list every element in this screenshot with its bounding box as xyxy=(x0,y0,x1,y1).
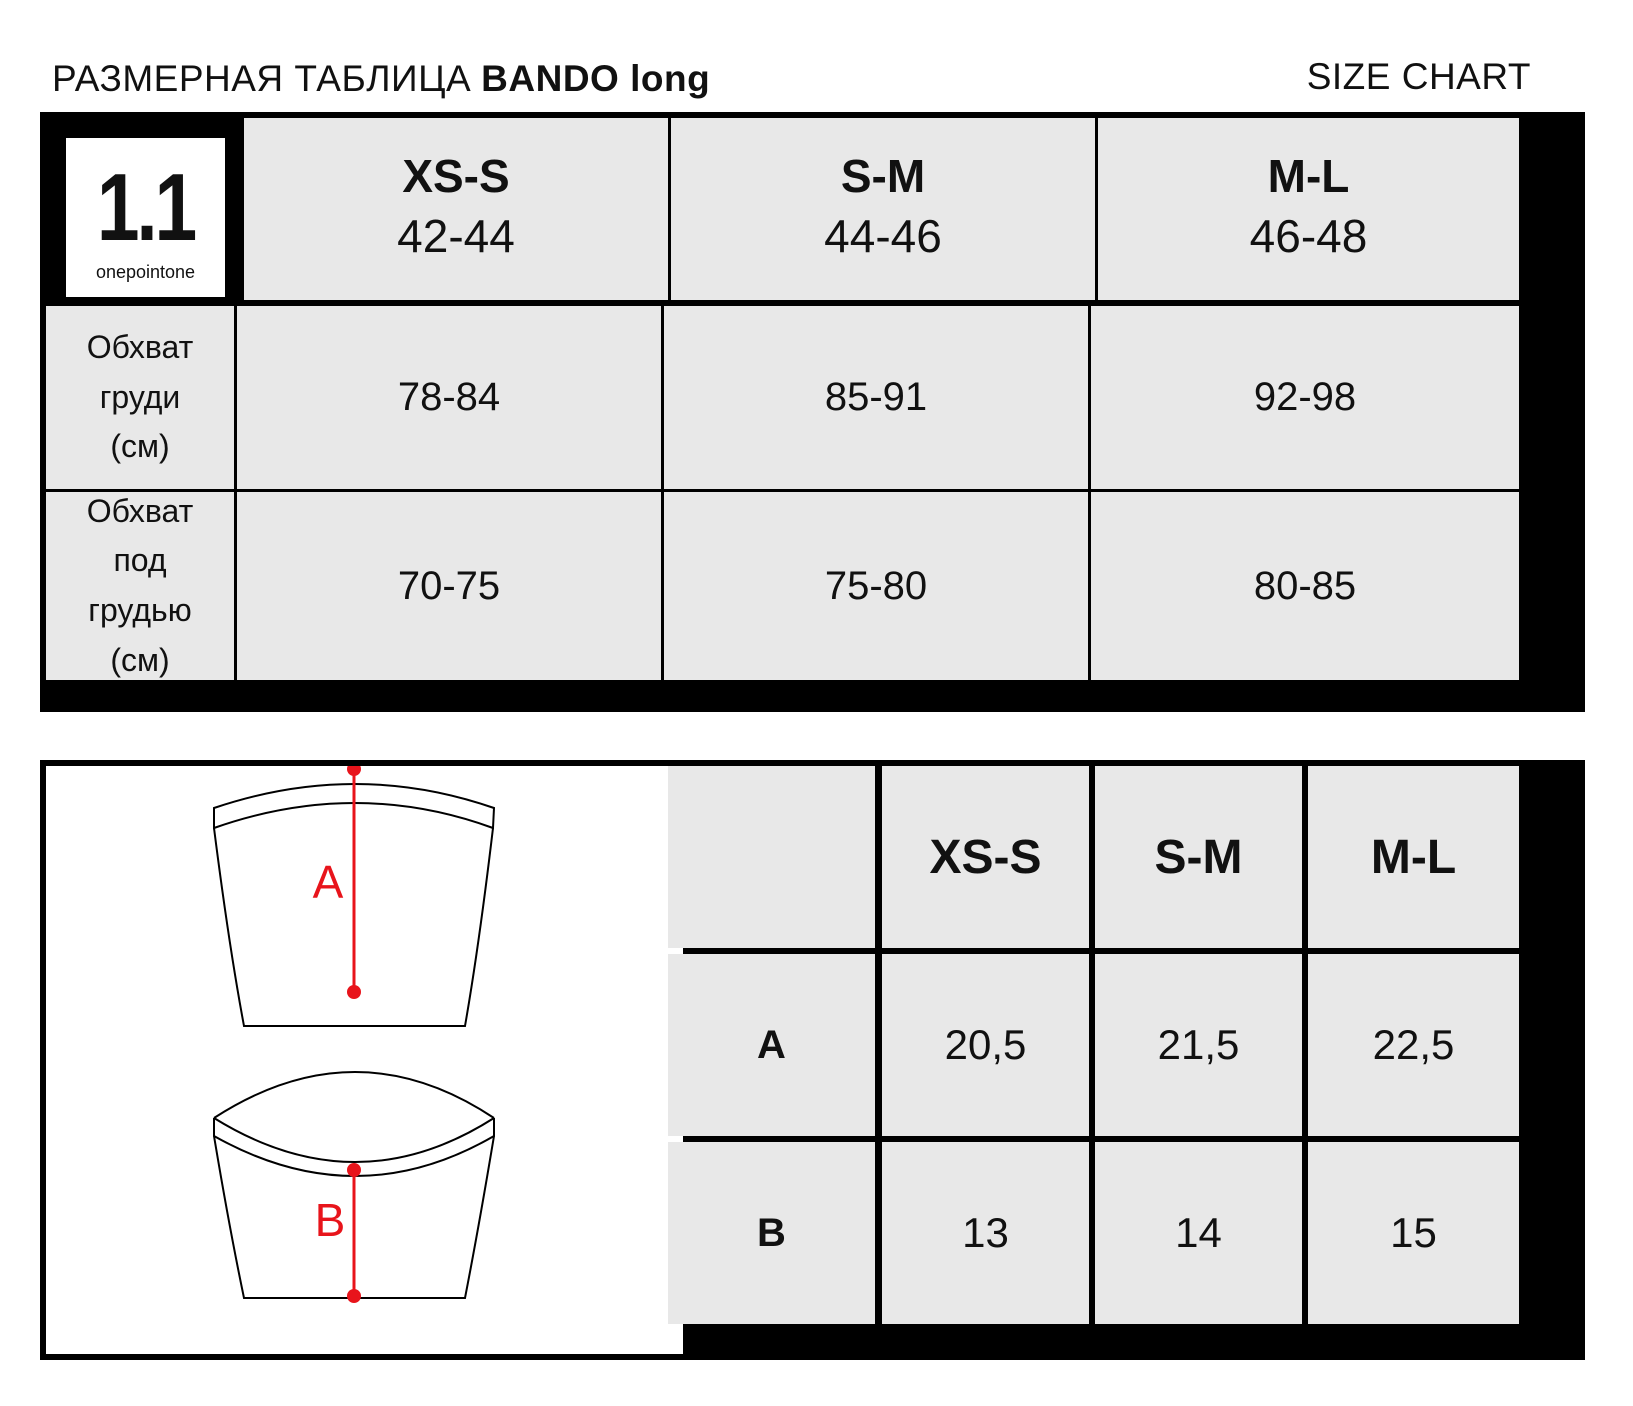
bando-illustration xyxy=(46,766,683,1354)
cell-value: 15 xyxy=(1390,1209,1437,1256)
cell-value: 85-91 xyxy=(824,375,928,419)
table-cell xyxy=(1095,954,1302,1136)
size-name: XS-S xyxy=(929,830,1042,884)
row-label-a xyxy=(668,954,875,1136)
cell-value: 92-98 xyxy=(1253,375,1357,419)
size-name: S-M xyxy=(1154,830,1243,884)
size-table xyxy=(40,112,1585,712)
row-letter: A xyxy=(757,1022,786,1067)
size-header-s-m xyxy=(671,118,1095,300)
row-label-line: грудью xyxy=(88,592,192,628)
size-header-m-l xyxy=(1098,118,1519,300)
corner-cell xyxy=(668,766,875,948)
cell-value: 70-75 xyxy=(397,563,501,608)
size-chart-label: SIZE CHART xyxy=(1306,56,1531,97)
size-range: 42-44 xyxy=(397,210,515,263)
size-header-xs-s xyxy=(882,766,1089,948)
table-cell xyxy=(882,954,1089,1136)
table-cell xyxy=(1091,306,1519,489)
table-cell xyxy=(1308,1142,1519,1324)
measure-point-b-bottom xyxy=(347,1289,361,1303)
row-letter: B xyxy=(757,1210,786,1255)
table-cell xyxy=(237,492,661,680)
size-name: M-L xyxy=(1370,830,1457,884)
cell-value: 14 xyxy=(1175,1209,1222,1256)
size-header-s-m xyxy=(1095,766,1302,948)
size-header-xs-s xyxy=(244,118,668,300)
logo-name: onepointone xyxy=(95,262,196,282)
size-name: M-L xyxy=(1267,150,1350,203)
row-label-line: (см) xyxy=(110,428,170,465)
brand-logo xyxy=(66,138,225,297)
brand-logo-cell xyxy=(46,118,241,317)
table-cell xyxy=(664,492,1088,680)
cell-value: 13 xyxy=(962,1209,1009,1256)
chart-title xyxy=(52,58,710,100)
table-cell xyxy=(1095,1142,1302,1324)
table-cell xyxy=(1308,954,1519,1136)
table-cell xyxy=(882,1142,1089,1324)
row-label-line: (см) xyxy=(110,641,170,678)
size-range: 44-46 xyxy=(824,210,942,263)
measure-point-a-top xyxy=(347,766,361,776)
table-cell xyxy=(1091,492,1519,680)
size-header-m-l xyxy=(1308,766,1519,948)
row-label-b xyxy=(668,1142,875,1324)
table-cell xyxy=(237,306,661,489)
row-label-bust xyxy=(46,306,234,489)
size-name: S-M xyxy=(840,150,926,203)
size-range: 46-48 xyxy=(1249,210,1368,263)
row-label-line: груди xyxy=(99,378,181,415)
row-label-underbust xyxy=(46,492,234,680)
label-b: B xyxy=(314,1194,346,1246)
product-name: BANDO long xyxy=(481,58,711,99)
row-label-line: Обхват xyxy=(86,492,194,529)
cell-value: 78-84 xyxy=(397,375,501,419)
cell-value: 20,5 xyxy=(944,1021,1027,1068)
cell-value: 21,5 xyxy=(1157,1021,1240,1068)
size-name: XS-S xyxy=(402,150,510,203)
cell-value: 22,5 xyxy=(1372,1021,1455,1068)
table-cell xyxy=(664,306,1088,489)
measure-point-b-top xyxy=(347,1163,361,1177)
cell-value: 75-80 xyxy=(824,563,928,608)
title-prefix: РАЗМЕРНАЯ ТАБЛИЦА xyxy=(52,58,472,99)
garment-diagram xyxy=(46,766,683,1354)
row-label-line: Обхват xyxy=(86,329,194,366)
cell-value: 80-85 xyxy=(1253,563,1357,608)
measure-point-a-bottom xyxy=(347,985,361,999)
row-label-line: под xyxy=(113,542,167,579)
label-a: A xyxy=(312,856,344,908)
measurements-table xyxy=(40,760,1585,1360)
logo-number: 1.1 xyxy=(96,154,195,261)
